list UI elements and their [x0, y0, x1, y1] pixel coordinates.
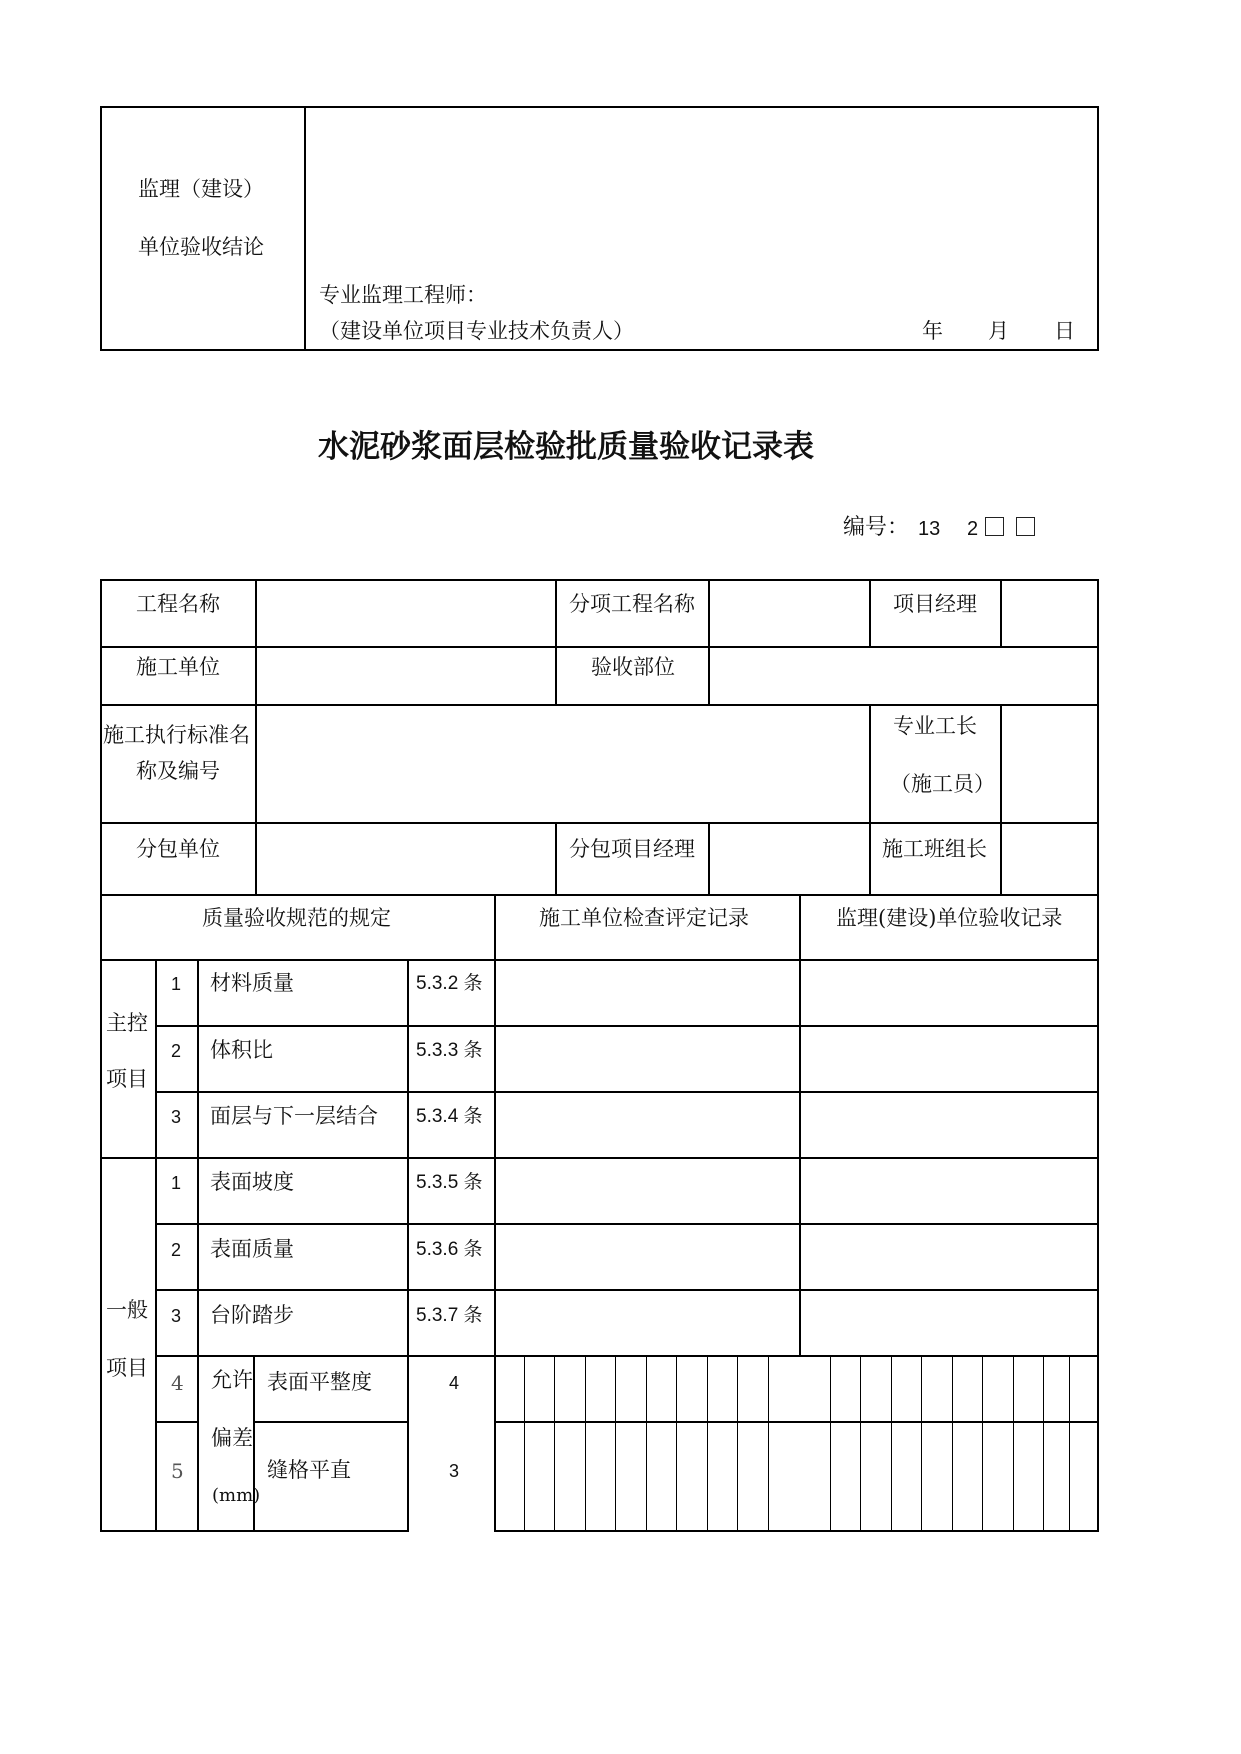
grid-line	[860, 1355, 861, 1532]
main-control-group-line1: 主控	[106, 1011, 148, 1035]
construction-record-column-header: 施工单位检查评定记录	[539, 906, 749, 930]
grid-line	[982, 1355, 983, 1532]
main-control-row-2-item: 体积比	[210, 1038, 273, 1062]
col-line	[494, 894, 496, 1532]
grid-line	[768, 1355, 769, 1532]
row-line	[100, 894, 1099, 896]
general-row-2-no: 2	[171, 1240, 182, 1260]
grid-line	[615, 1355, 616, 1532]
main-control-row-2-no: 2	[171, 1041, 182, 1061]
main-control-row-3-item: 面层与下一层结合	[210, 1104, 378, 1128]
col-line	[197, 959, 199, 1532]
row-line	[100, 1157, 1099, 1159]
grid-line	[707, 1355, 708, 1532]
grid-line	[952, 1355, 953, 1532]
general-row-3-no: 3	[171, 1306, 182, 1326]
tolerance-label-line1: 允许	[211, 1368, 253, 1392]
supervision-record-column-header: 监理(建设)单位验收记录	[836, 906, 1063, 930]
col-line	[708, 579, 710, 706]
code-checkbox-2[interactable]	[1016, 517, 1035, 536]
general-row-2-item: 表面质量	[210, 1237, 294, 1261]
form-code-value: 13	[918, 518, 941, 540]
row-line	[155, 1025, 1099, 1027]
grid-line	[1043, 1355, 1044, 1532]
main-control-row-2-clause: 5.3.3 条	[416, 1040, 483, 1061]
bottom-border	[100, 349, 1099, 351]
grid-line	[585, 1355, 586, 1532]
col-line	[155, 959, 157, 1532]
col-line	[1000, 704, 1002, 896]
foreman-label-line1: 专业工长	[893, 714, 977, 738]
deviation-row-4-no: 4	[171, 1371, 184, 1395]
table-top-border	[100, 579, 1099, 581]
col-line	[1000, 579, 1002, 648]
general-row-1-item: 表面坡度	[210, 1170, 294, 1194]
supervision-label-line2: 单位验收结论	[138, 235, 264, 259]
deviation-row-5-item: 缝格平直	[267, 1458, 351, 1482]
subitem-name-label: 分项工程名称	[569, 592, 695, 616]
general-row-1-clause: 5.3.5 条	[416, 1172, 483, 1193]
grid-line	[1013, 1355, 1014, 1532]
general-row-1-no: 1	[171, 1173, 182, 1193]
tolerance-label-line2: 偏差	[211, 1426, 253, 1450]
construction-unit-label: 施工单位	[136, 655, 220, 679]
general-group-line2: 项目	[106, 1356, 148, 1380]
grid-line	[676, 1355, 677, 1532]
form-title: 水泥砂浆面层检验批质量验收记录表	[318, 429, 814, 465]
divider	[304, 106, 306, 351]
project-manager-label: 项目经理	[893, 592, 977, 616]
spec-column-header: 质量验收规范的规定	[202, 906, 391, 930]
owner-rep-signature-label: （建设单位项目专业技术负责人）	[319, 319, 634, 343]
date-year-label: 年	[922, 319, 943, 343]
project-name-label: 工程名称	[136, 592, 220, 616]
row-line	[155, 1355, 1099, 1357]
col-line	[255, 579, 257, 896]
standard-label-line2: 称及编号	[136, 759, 220, 783]
col-line	[555, 579, 557, 706]
grid-line	[1069, 1355, 1070, 1532]
grid-line	[737, 1355, 738, 1532]
general-row-2-clause: 5.3.6 条	[416, 1239, 483, 1260]
grid-line	[554, 1355, 555, 1532]
col-line	[555, 822, 557, 896]
general-row-3-item: 台阶踏步	[210, 1303, 294, 1327]
engineer-signature-label: 专业监理工程师：	[319, 283, 487, 307]
grid-line	[524, 1355, 525, 1532]
deviation-row-5-no: 5	[171, 1459, 184, 1483]
col-line	[869, 579, 871, 648]
team-leader-label: 施工班组长	[882, 837, 987, 861]
date-month-label: 月	[988, 319, 1009, 343]
col-line	[869, 704, 871, 896]
deviation-row-4-item: 表面平整度	[267, 1370, 372, 1394]
main-control-row-1-item: 材料质量	[210, 971, 294, 995]
row-line	[100, 822, 1099, 824]
general-row-3-clause: 5.3.7 条	[416, 1305, 483, 1326]
subcontractor-label: 分包单位	[136, 837, 220, 861]
row-line	[253, 1421, 409, 1423]
date-day-label: 日	[1054, 319, 1075, 343]
main-control-row-3-clause: 5.3.4 条	[416, 1106, 483, 1127]
acceptance-part-label: 验收部位	[591, 655, 675, 679]
table-left-border	[100, 579, 102, 1532]
supervision-label-line1: 监理（建设）	[138, 177, 264, 201]
right-border	[1097, 106, 1099, 351]
deviation-row-4-value: 4	[449, 1373, 460, 1393]
sub-manager-label: 分包项目经理	[569, 837, 695, 861]
row-line	[155, 1289, 1099, 1291]
col-line	[708, 822, 710, 896]
grid-line	[646, 1355, 647, 1532]
tolerance-label-line3: (mm)	[212, 1485, 261, 1506]
code-checkbox-1[interactable]	[985, 517, 1004, 536]
foreman-label-line2: （施工员）	[890, 772, 995, 796]
main-control-row-1-clause: 5.3.2 条	[416, 973, 483, 994]
standard-label-line1: 施工执行标准名	[103, 723, 250, 747]
row-line	[155, 1091, 1099, 1093]
main-control-row-3-no: 3	[171, 1107, 182, 1127]
general-group-line1: 一般	[106, 1298, 148, 1322]
table-right-border	[1097, 579, 1099, 1532]
left-border	[100, 106, 102, 351]
main-control-group-line2: 项目	[106, 1067, 148, 1091]
form-code-digit: 2	[967, 518, 979, 540]
deviation-row-5-value: 3	[449, 1461, 460, 1481]
row-line	[100, 646, 1099, 648]
row-line	[155, 1421, 197, 1423]
grid-line	[830, 1355, 831, 1532]
form-code-label: 编号：	[843, 515, 910, 540]
grid-line	[891, 1355, 892, 1532]
col-line	[407, 959, 409, 1532]
col-line	[799, 894, 801, 1356]
top-border	[100, 106, 1099, 108]
main-control-row-1-no: 1	[171, 974, 182, 994]
row-line	[100, 959, 1099, 961]
row-line	[100, 704, 1099, 706]
grid-line	[921, 1355, 922, 1532]
row-line	[155, 1223, 1099, 1225]
